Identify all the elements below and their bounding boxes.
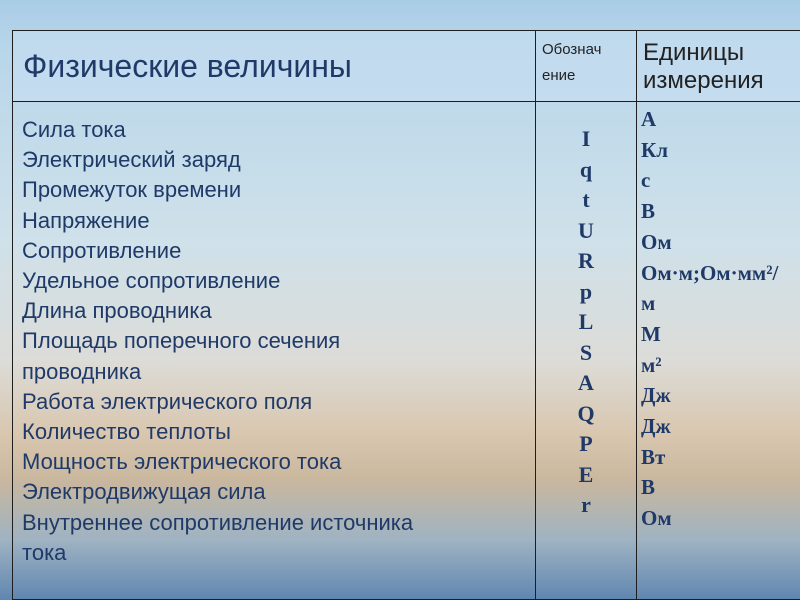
symbol-item: Q (577, 400, 595, 426)
list-item: Электрический заряд (22, 147, 241, 173)
symbol-item: S (579, 339, 593, 365)
list-item: Промежуток времени (22, 177, 242, 203)
unit-item: Ом·м;Ом·мм²/ (641, 260, 779, 285)
symbols-cell (536, 102, 637, 600)
unit-item: В (641, 475, 656, 500)
list-item: Напряжение (22, 207, 150, 233)
quantity-names-cell (13, 102, 536, 600)
list-item: Площадь поперечного сечения (22, 328, 341, 354)
unit-item: Кл (641, 137, 669, 162)
list-item: Длина проводника (22, 298, 212, 324)
table-body-row (13, 102, 800, 600)
symbol-item: I (581, 126, 591, 151)
header-units (637, 31, 800, 102)
symbol-item: p (579, 278, 593, 304)
unit-item: А (641, 107, 657, 131)
list-item: Мощность электрического тока (22, 449, 342, 475)
unit-item: Дж (641, 414, 671, 439)
units-cell (637, 102, 800, 600)
unit-item: м² (641, 352, 662, 377)
list-item: тока (22, 539, 67, 565)
list-item: Работа электрического поля (22, 388, 313, 414)
unit-item: В (641, 199, 656, 224)
header-names-label: Физические величины (23, 47, 352, 84)
list-item: Электродвижущая сила (22, 479, 266, 505)
unit-item: м (641, 291, 656, 316)
unit-item: Ом (641, 229, 672, 254)
symbol-item: P (579, 431, 593, 456)
unit-item: Дж (641, 383, 671, 408)
symbol-item: r (581, 492, 591, 517)
list-item: Внутреннее сопротивление источника (22, 509, 414, 535)
header-units-line1: Единицы (643, 39, 745, 66)
unit-item: Вт (641, 444, 666, 469)
symbol-item: L (578, 309, 594, 334)
symbol-item: R (578, 248, 594, 273)
header-quantity-names (13, 31, 536, 102)
quantities-table (12, 30, 800, 600)
list-item: Удельное сопротивление (22, 268, 281, 294)
symbol-item: U (578, 217, 594, 243)
header-symbol-line1: Обознач (542, 41, 602, 58)
list-item: проводника (22, 358, 142, 384)
header-symbols (536, 31, 637, 102)
table-header-row (13, 31, 800, 102)
list-item: Сила тока (22, 117, 126, 142)
unit-item: М (641, 321, 661, 346)
quantity-names-list (22, 115, 535, 568)
header-units-line2: измерения (643, 67, 764, 94)
header-symbol-line2: ение (542, 67, 576, 84)
symbol-item: A (578, 370, 594, 395)
list-item: Сопротивление (22, 237, 182, 263)
symbol-item: E (578, 461, 594, 487)
list-item: Количество теплоты (22, 419, 231, 445)
symbol-item: t (582, 187, 590, 212)
unit-item: Ом (641, 506, 672, 531)
symbol-item: q (579, 156, 593, 182)
unit-item: с (641, 168, 651, 193)
